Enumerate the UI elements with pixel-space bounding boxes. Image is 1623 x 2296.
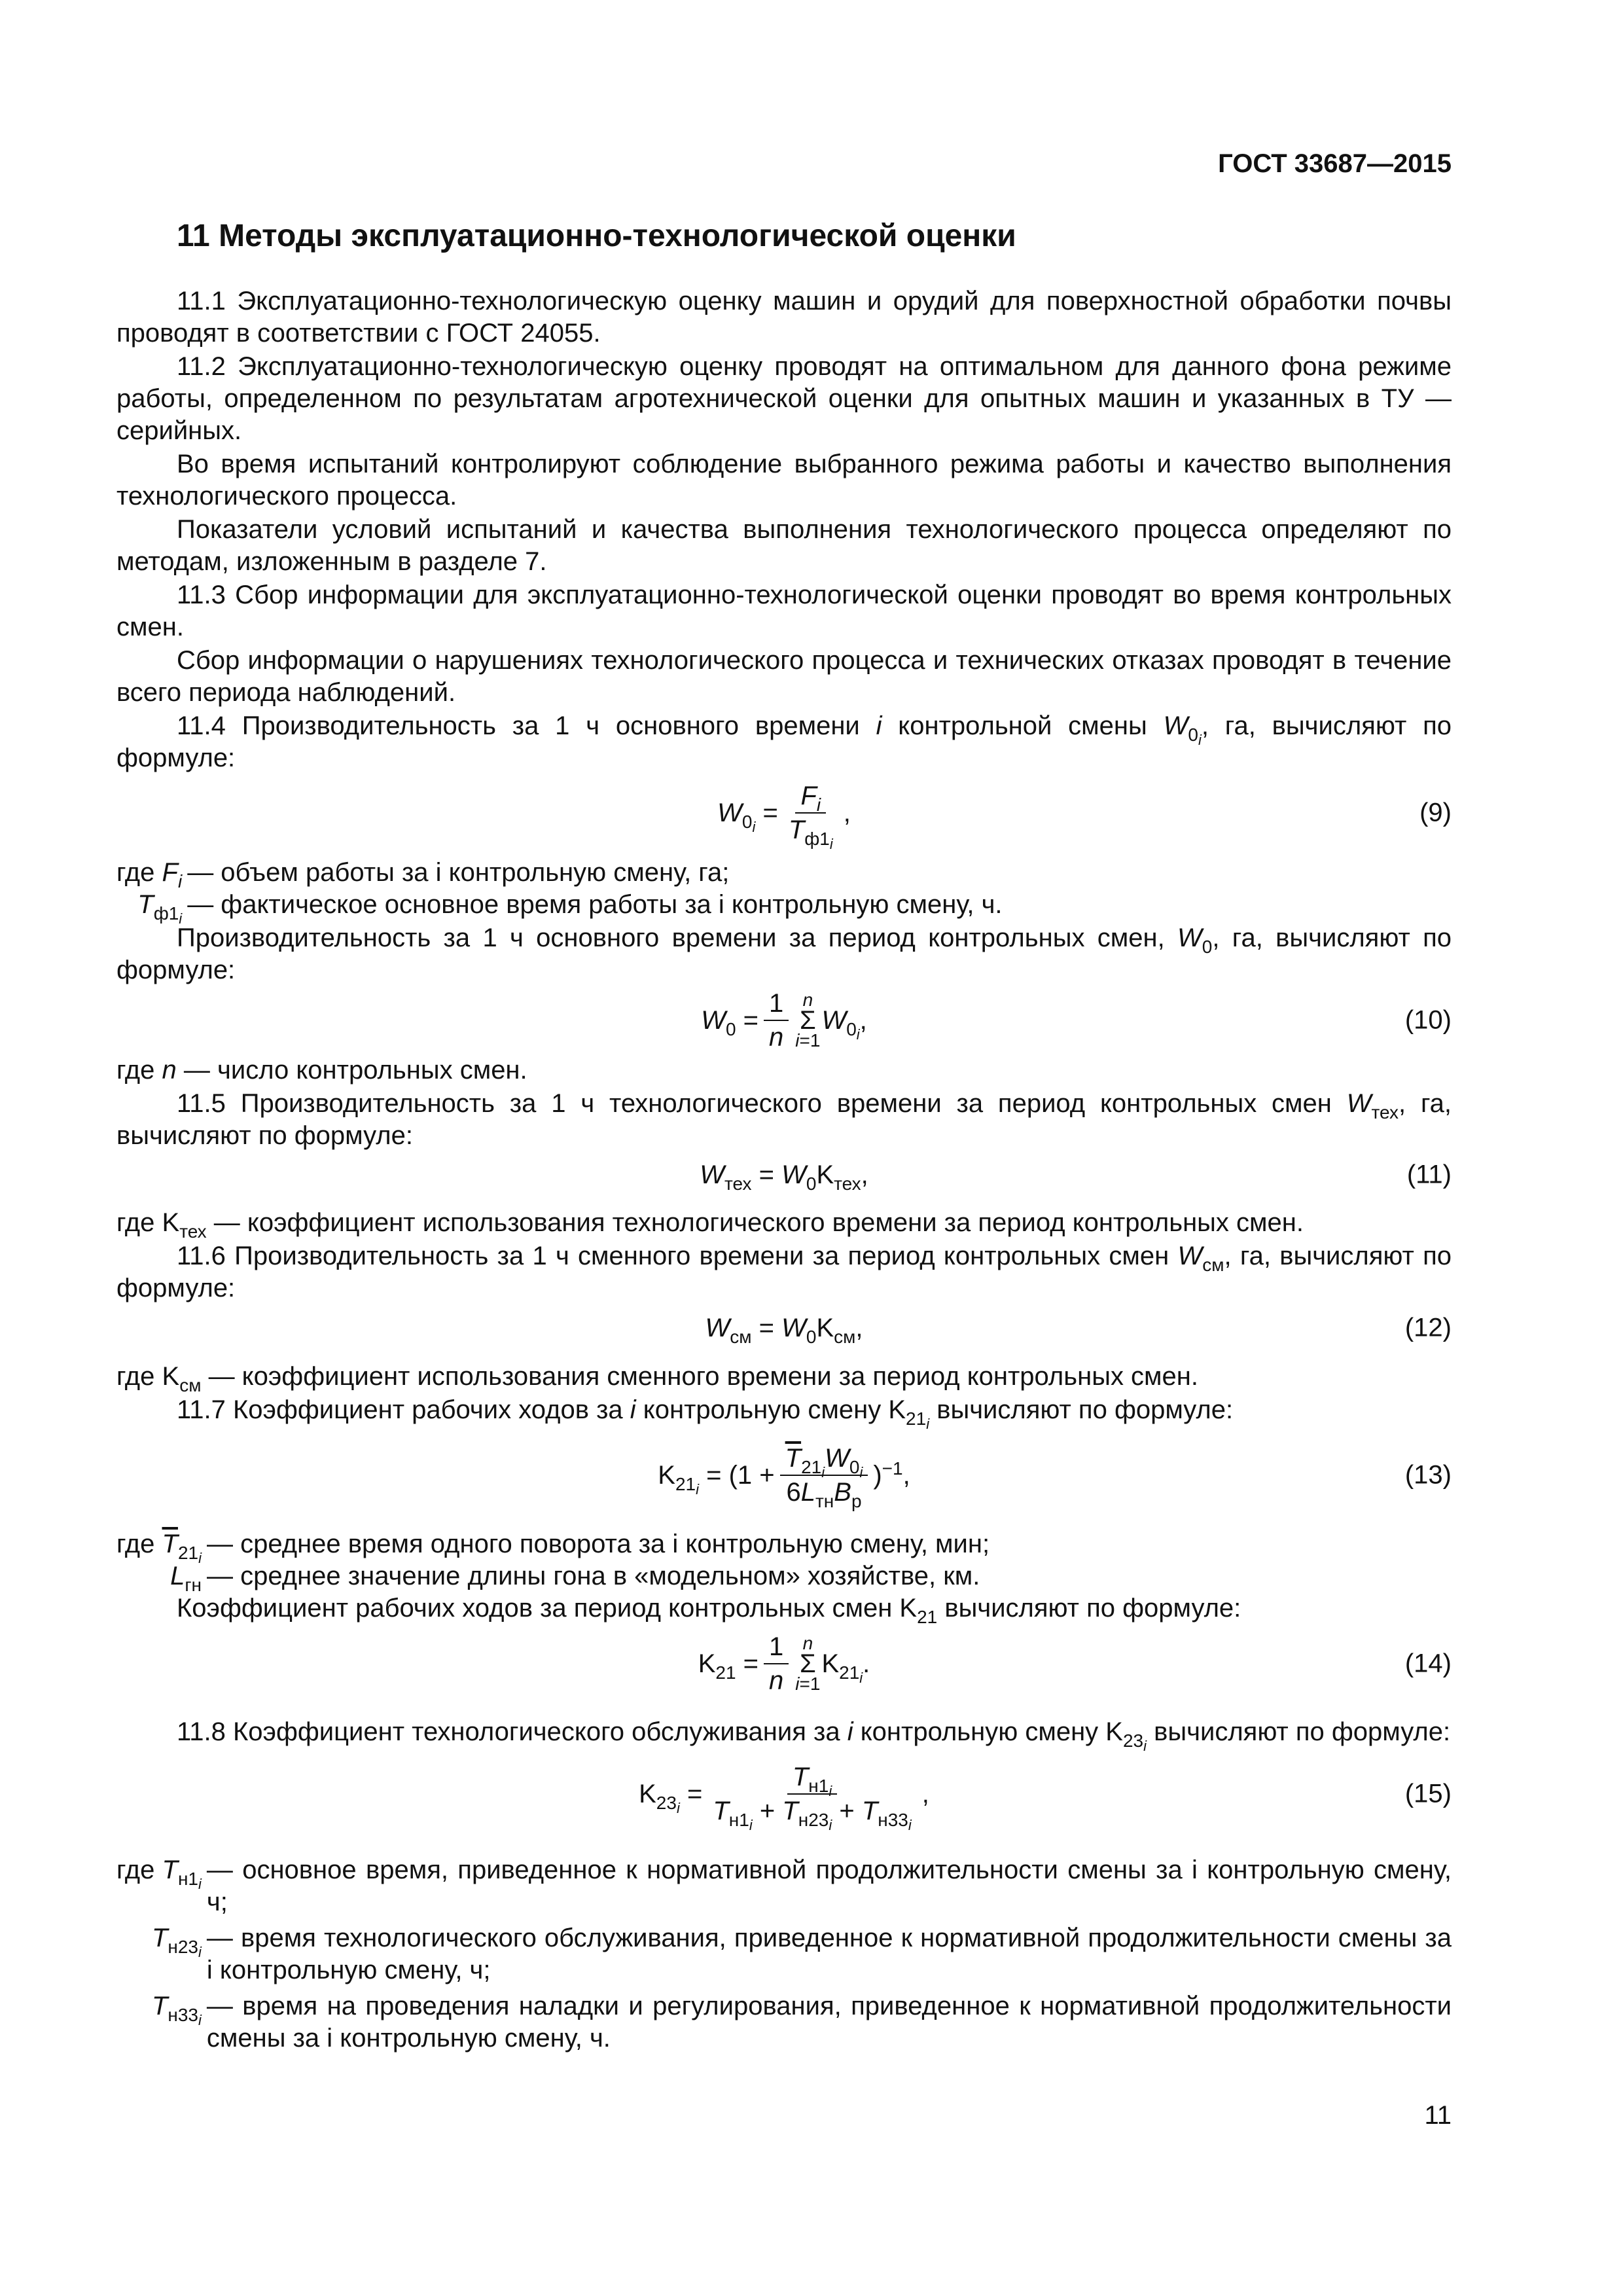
formula-15: $K_{23_i}$ = $\frac{T_{н1_i}}{T_{н1_i} + T_{н23_i} + T_{н33_i}}$ , (15) — [639, 1763, 1452, 1833]
paragraph-11-6: 11.6 Производительность за 1 ч сменного времени за период контрольных смен $W_{см}$, га, вычисляют по формуле: — [116, 1242, 1452, 1302]
legend-formula-13: где $\overline{T}_{21_i}$ — среднее время одного поворота за i контрольную смену, мин; $L_{гн}$ — среднее значение длины гона в «модельном» хозяйстве, км. — [116, 1528, 1452, 1592]
legend-f9-fi: — объем работы за i контрольную смену, га; — [187, 858, 730, 887]
legend-f15-tn23: — время технологического обслуживания, приведенное к нормативной продолжительности смены за i контрольную смену, ч; — [206, 1924, 1452, 1984]
paragraph-11-3: 11.3 Сбор информации для эксплуатационно-технологической оценки проводят во время контрольных смен. — [116, 581, 1452, 641]
formula-15-number: (15) — [1404, 1779, 1452, 1808]
formula-10-number: (10) — [1404, 1005, 1452, 1035]
paragraph-failures: Сбор информации о нарушениях технологического процесса и технических отказах проводят в течение всего периода наблюдений. — [116, 646, 1452, 707]
paragraph-w0: Производительность за 1 ч основного времени за период контрольных смен, $W_0$, га, вычисляют по формуле: — [116, 924, 1452, 984]
formula-13-number: (13) — [1404, 1460, 1452, 1490]
formula-14: $K_{21}$ = $\frac{1}{n}$ n Σ i=1 $K_{21_i}$. (14) — [698, 1632, 1452, 1695]
legend-formula-9: где $F_i$ — объем работы за i контрольную смену, га; $T_{ф1_i}$ — фактическое основное время работы за i контрольную смену, ч. — [116, 857, 1452, 921]
paragraph-11-2: 11.2 Эксплуатационно-технологическую оценку проводят на оптимальном для данного фона режиме работы, определенном по результатам агротехнической оценки для опытных машин и указанных в ТУ — серийных. — [116, 352, 1452, 445]
formula-10: $W_0$ = $\frac{1}{n}$ n Σ i=1 $W_{0_i}$, (10) — [701, 989, 1452, 1052]
legend-formula-10: где n — число контрольных смен. — [116, 1056, 527, 1085]
legend-f9-tf1: — фактическое основное время работы за i контрольную смену, ч. — [187, 890, 1003, 919]
paragraph-11-4: 11.4 Производительность за 1 ч основного времени i контрольной смены $W_{0_i}$, га, вычисляют по формуле: — [116, 711, 1452, 772]
legend-formula-11: где $K_{тех}$ — коэффициент использования технологического времени за период контрольных смен. — [116, 1208, 1304, 1242]
paragraph-k21: Коэффициент рабочих ходов за период контрольных смен $K_{21}$ вычисляют по формуле: — [177, 1594, 1241, 1627]
section-body — [116, 285, 1452, 2054]
paragraph-11-5: 11.5 Производительность за 1 ч технологического времени за период контрольных смен $W_{тех}$, га, вычисляют по формуле: — [116, 1089, 1452, 1150]
legend-formula-12: где $K_{см}$ — коэффициент использования сменного времени за период контрольных смен. — [116, 1362, 1199, 1395]
page-number: 11 — [1424, 2101, 1452, 2130]
formula-13: $K_{21_i} = (1$ + $\frac{\overline{T}_{21_i}W_{0_i}}{6L_{тн}B_р}$ )$^{-1}$, (13) — [658, 1444, 1452, 1511]
formula-9: $W_{0_i}$ = $\frac{F_i}{T_{ф1_i}}$ , (9) — [717, 781, 1452, 852]
formula-11-number: (11) — [1406, 1160, 1452, 1189]
paragraph-11-1: 11.1 Эксплуатационно-технологическую оценку машин и орудий для поверхностной обработки почвы проводят в соответствии с ГОСТ 24055. — [116, 287, 1452, 348]
paragraph-11-7: 11.7 Коэффициент рабочих ходов за i контрольную смену $K_{21_i}$ вычисляют по формуле: — [177, 1395, 1234, 1432]
formula-12-number: (12) — [1404, 1313, 1452, 1342]
formula-14-number: (14) — [1404, 1649, 1452, 1678]
legend-f15-tn1: — основное время, приведенное к нормативной продолжительности смены за i контрольную смену, ч; — [206, 1856, 1452, 1916]
formula-11: $W_{тех} = W_0K_{тех}$, (11) — [700, 1160, 1452, 1194]
standard-header: ГОСТ 33687—2015 — [1218, 149, 1452, 178]
formula-9-number: (9) — [1419, 798, 1452, 827]
legend-formula-15: где $T_{н1_i}$ — основное время, приведенное к нормативной продолжительности смены за i контрольную смену, ч; $T_{н23_i}$ — время технологического обслуживания, приведенное к нормативной продолжительности смены за i контрольную смену, ч; $T_{н33_i}$ — время на проведения наладки и регулирования, приведенное к нормативной продолжительности смены за i контрольную смену, ч. — [116, 1854, 1452, 2054]
paragraph-indicators: Показатели условий испытаний и качества выполнения технологического процесса определяют по методам, изложенным в разделе 7. — [116, 515, 1452, 576]
section-title: 11 Методы эксплуатационно-технологической оценки — [177, 219, 1016, 253]
paragraph-11-8: 11.8 Коэффициент технологического обслуживания за i контрольную смену $K_{23_i}$ вычисляют по формуле: — [177, 1717, 1451, 1754]
legend-f13-lgn: — среднее значение длины гона в «модельном» хозяйстве, км. — [207, 1562, 980, 1590]
formula-12: $W_{см} = W_0K_{см}$, (12) — [705, 1313, 1452, 1347]
legend-f13-t21: — среднее время одного поворота за i контрольную смену, мин; — [207, 1530, 990, 1558]
paragraph-control: Во время испытаний контролируют соблюдение выбранного режима работы и качество выполнения технологического процесса. — [116, 450, 1452, 511]
legend-f15-tn33: — время на проведения наладки и регулирования, приведенное к нормативной продолжительности смены за i контрольную смену, ч. — [206, 1992, 1452, 2053]
